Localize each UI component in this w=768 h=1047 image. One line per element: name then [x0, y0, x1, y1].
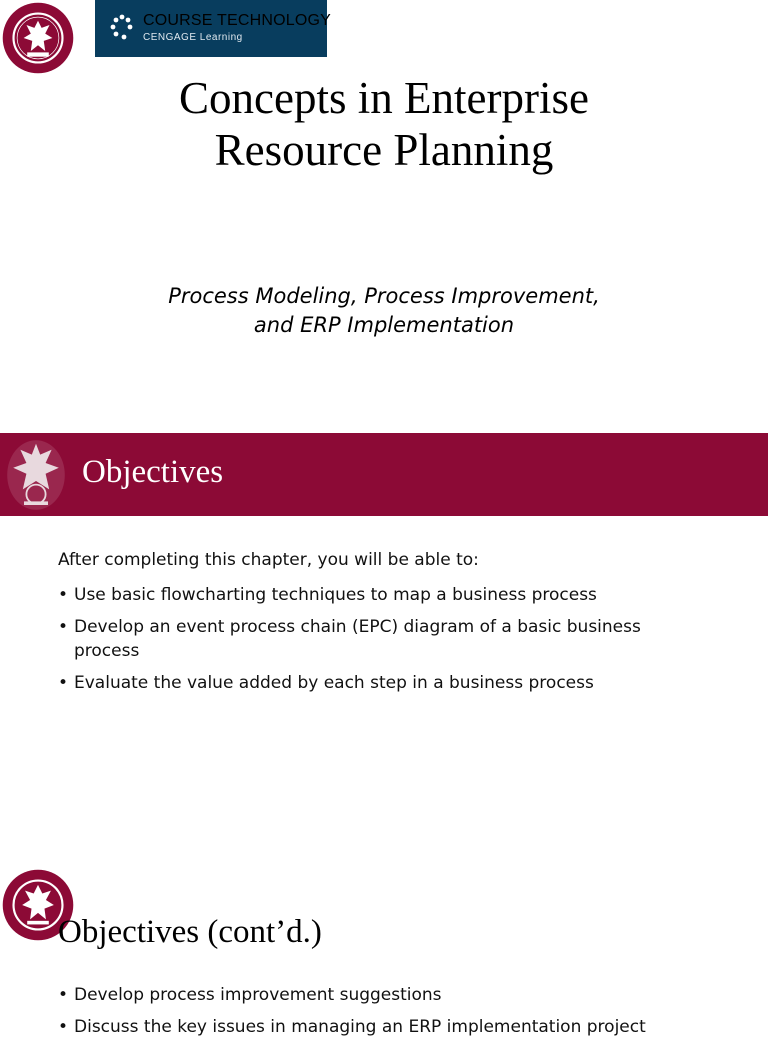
list-item: • Develop process improvement suggestions	[58, 983, 758, 1007]
objectives-slide	[0, 433, 768, 833]
objectives-continued-slide	[0, 866, 768, 1037]
slide-title	[0, 72, 768, 176]
slide-subtitle-line-1: Process Modeling, Process Improvement,	[168, 284, 600, 308]
slide-title-line-2: Resource Planning	[214, 125, 554, 175]
objectives-list	[58, 983, 758, 1047]
slide-heading: Objectives (cont’d.)	[58, 914, 322, 950]
title-slide	[0, 0, 768, 420]
objectives-list	[58, 583, 698, 703]
list-item: • Develop an event process chain (EPC) diagram of a basic business process	[58, 615, 698, 663]
university-seal-icon	[2, 2, 74, 74]
slide-subtitle	[0, 282, 768, 340]
university-seal-icon	[6, 439, 66, 511]
logo-course-technology-text: COURSE TECHNOLOGY	[143, 12, 332, 29]
logo-cengage-text: CENGAGE Learning	[143, 32, 243, 43]
slide-heading: Objectives	[82, 454, 224, 490]
slide-title-line-1: Concepts in Enterprise	[179, 73, 589, 123]
list-item: • Evaluate the value added by each step in a business process	[58, 671, 698, 695]
list-item: • Use basic flowcharting techniques to map a business process	[58, 583, 698, 607]
cengage-dots-icon	[108, 12, 138, 42]
list-item: • Discuss the key issues in managing an ERP implementation project	[58, 1015, 758, 1039]
slide-subtitle-line-2: and ERP Implementation	[253, 313, 515, 337]
intro-text: After completing this chapter, you will be able to:	[58, 550, 479, 570]
